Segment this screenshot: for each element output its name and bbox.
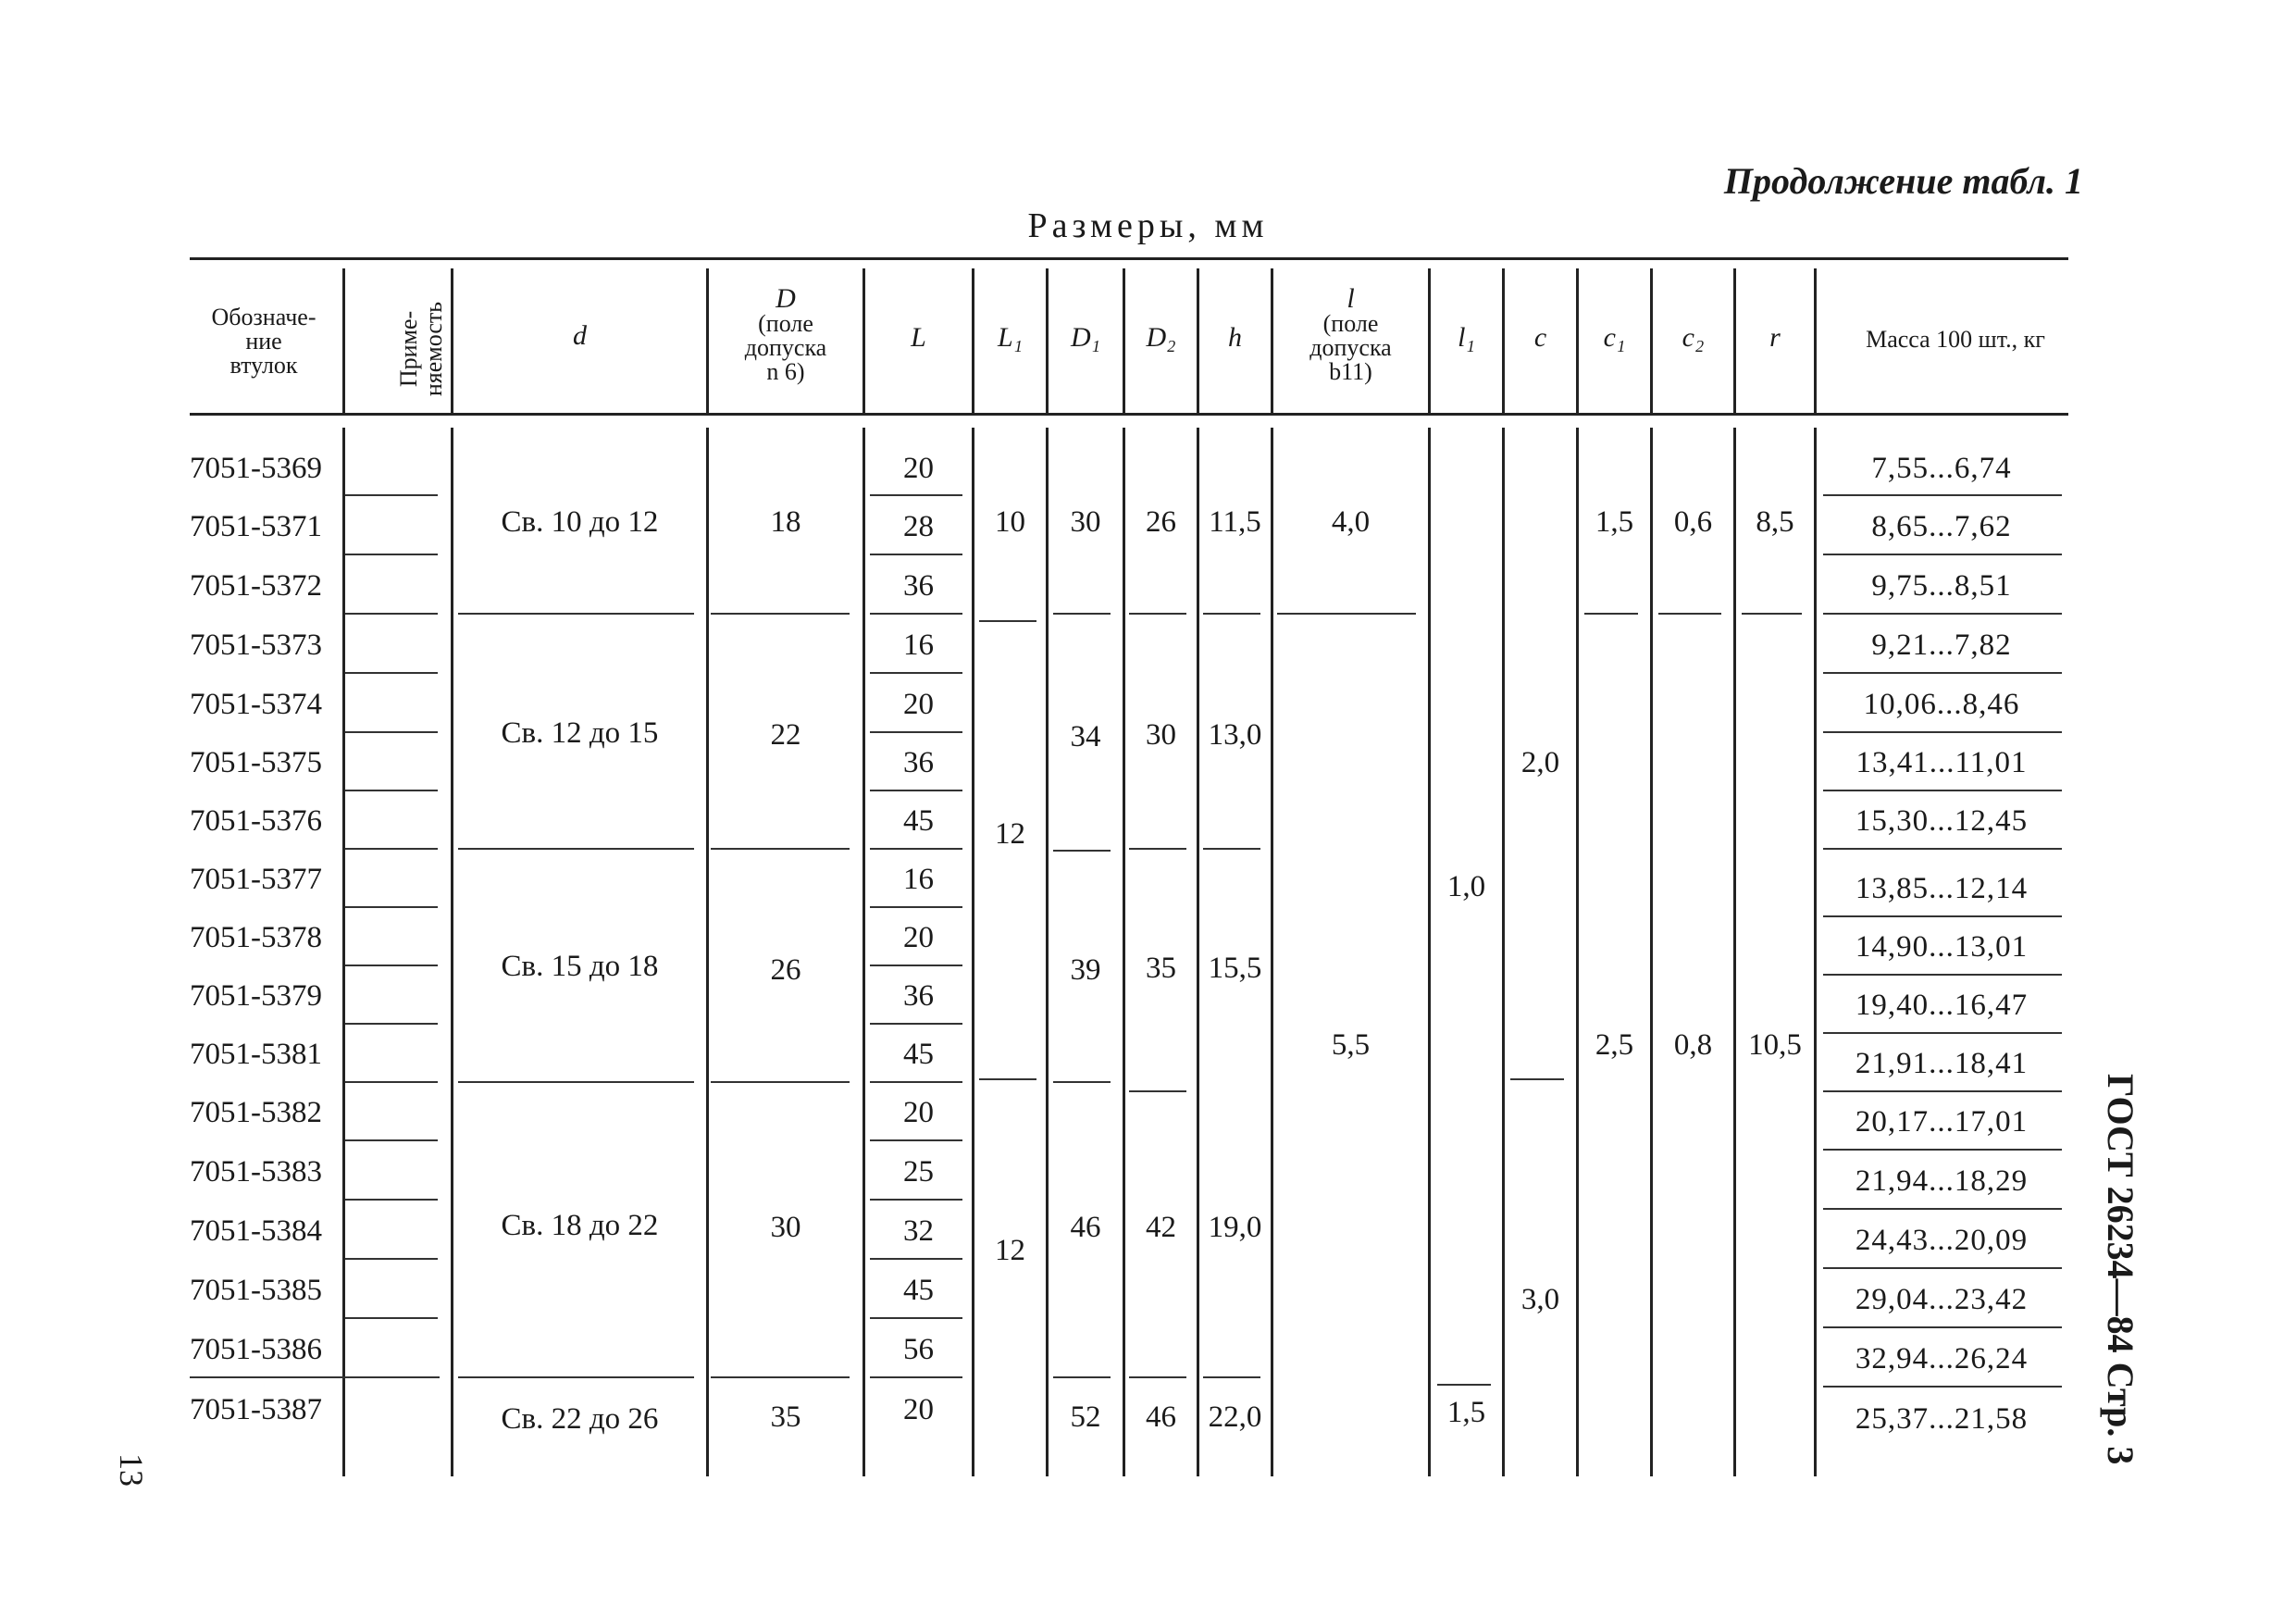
mass-underline <box>1823 1386 2062 1388</box>
standard-side-label: ГОСТ 26234—84 Стр. 3 <box>2100 1074 2141 1465</box>
group-d: Св. 12 до 15 <box>501 716 659 750</box>
mass-underline <box>1823 1149 2062 1151</box>
l-rule <box>1277 613 1416 615</box>
group-h: 22,0 <box>1208 1400 1262 1434</box>
header-mass: Масса 100 шт., кг <box>1866 326 2045 353</box>
body-divider <box>1576 428 1579 1476</box>
group-d: Св. 22 до 26 <box>501 1402 659 1436</box>
span-L1: 12 <box>995 1234 1025 1267</box>
header-l1: l₁ <box>1458 322 1475 353</box>
row-L: 28 <box>903 510 934 543</box>
c-rule <box>1510 1078 1564 1080</box>
span-c1: 2,5 <box>1595 1028 1634 1062</box>
mass-underline <box>1823 1208 2062 1210</box>
row-code: 7051-5377 <box>190 863 322 896</box>
L-underline <box>870 1376 962 1378</box>
L-underline <box>870 1023 962 1025</box>
applicability-blank <box>345 1199 438 1201</box>
mass-underline <box>1823 974 2062 976</box>
mass-underline <box>1823 915 2062 917</box>
row-L: 16 <box>903 629 934 662</box>
row-mass: 9,21...7,82 <box>1871 629 2012 662</box>
group-c1: 1,5 <box>1595 505 1634 539</box>
mass-underline <box>1823 554 2062 555</box>
row-code: 7051-5383 <box>190 1155 322 1189</box>
header-l: l (поле допуска b11) <box>1309 283 1392 385</box>
h-rule <box>1203 613 1260 615</box>
row-mass: 29,04...23,42 <box>1855 1283 2029 1316</box>
mass-underline <box>1823 672 2062 674</box>
D2-rule <box>1129 1376 1186 1378</box>
header-r: r <box>1769 322 1781 353</box>
D2-rule <box>1129 848 1186 850</box>
row-mass: 21,94...18,29 <box>1855 1164 2029 1198</box>
group-D2: 30 <box>1146 718 1176 752</box>
d-group-rule <box>458 613 694 615</box>
h-rule <box>1203 848 1260 850</box>
header-D1: D₁ <box>1070 322 1101 353</box>
L-underline <box>870 731 962 733</box>
L-underline <box>870 1081 962 1083</box>
group-D1: 39 <box>1070 953 1101 987</box>
applicability-blank <box>345 1317 438 1319</box>
applicability-blank <box>345 554 438 555</box>
D1-rule <box>1053 1376 1111 1378</box>
header-c: c <box>1533 322 1547 353</box>
r-rule <box>1742 613 1802 615</box>
row-code: 7051-5386 <box>190 1333 322 1366</box>
row-L: 36 <box>903 979 934 1013</box>
mass-underline <box>1823 1326 2062 1328</box>
group-h: 13,0 <box>1208 718 1262 752</box>
row-mass: 13,85...12,14 <box>1855 872 2029 905</box>
header-applicability: Приме- няемость <box>395 301 447 397</box>
L-underline <box>870 1258 962 1260</box>
mass-underline <box>1823 1032 2062 1034</box>
row-code: 7051-5372 <box>190 569 322 603</box>
row-code: 7051-5371 <box>190 510 322 543</box>
group-D: 18 <box>770 505 801 539</box>
row-mass: 8,65...7,62 <box>1871 510 2012 543</box>
table-caption: Размеры, мм <box>1027 206 1269 245</box>
c1-rule <box>1584 613 1638 615</box>
body-divider <box>1046 428 1049 1476</box>
group-D1: 46 <box>1070 1211 1101 1244</box>
L-underline <box>870 1199 962 1201</box>
row-mass: 25,37...21,58 <box>1855 1402 2029 1436</box>
row-L: 20 <box>903 688 934 721</box>
h-rule <box>1203 1376 1260 1378</box>
row-mass: 10,06...8,46 <box>1863 688 2020 721</box>
header-divider <box>342 268 345 413</box>
D-group-rule <box>711 848 850 850</box>
L-underline <box>870 1139 962 1141</box>
c2-rule <box>1658 613 1721 615</box>
row-mass: 7,55...6,74 <box>1871 452 2012 485</box>
header-d: d <box>573 320 587 351</box>
body-divider <box>342 428 345 1476</box>
applicability-blank <box>345 1139 438 1141</box>
applicability-blank <box>345 672 438 674</box>
applicability-blank <box>345 790 438 791</box>
group-D2: 46 <box>1146 1400 1176 1434</box>
row-L: 20 <box>903 921 934 954</box>
mass-underline <box>1823 1267 2062 1269</box>
row-code: 7051-5381 <box>190 1038 322 1071</box>
row-code: 7051-5375 <box>190 746 322 779</box>
row-mass: 15,30...12,45 <box>1855 804 2029 838</box>
body-divider <box>972 428 974 1476</box>
group-D: 35 <box>770 1400 801 1434</box>
header-bottom-rule <box>190 413 2068 416</box>
row-L: 56 <box>903 1333 934 1366</box>
row-L: 32 <box>903 1214 934 1248</box>
header-D: D (поле допуска n 6) <box>744 283 827 385</box>
mass-underline <box>1823 731 2062 733</box>
D2-rule <box>1129 1090 1186 1092</box>
row-mass: 21,91...18,41 <box>1855 1047 2029 1080</box>
d-group-rule <box>458 1376 694 1378</box>
group-L1: 10 <box>995 505 1025 539</box>
body-divider <box>1733 428 1736 1476</box>
applicability-blank <box>345 494 438 496</box>
row-code: 7051-5382 <box>190 1096 322 1129</box>
row-L: 36 <box>903 746 934 779</box>
mass-underline <box>1823 1090 2062 1092</box>
d-group-rule <box>458 848 694 850</box>
group-d: Св. 18 до 22 <box>501 1209 659 1242</box>
L-underline <box>870 554 962 555</box>
body-divider <box>1428 428 1431 1476</box>
row-code: 7051-5374 <box>190 688 322 721</box>
row-code: 7051-5385 <box>190 1274 322 1307</box>
span-r: 10,5 <box>1748 1028 1802 1062</box>
row-L: 36 <box>903 569 934 603</box>
header-c1: c₁ <box>1603 322 1626 353</box>
L-underline <box>870 848 962 850</box>
applicability-blank <box>345 906 438 908</box>
header-D2: D₂ <box>1146 322 1176 353</box>
table-top-rule <box>190 257 2068 260</box>
group-h: 11,5 <box>1209 505 1261 539</box>
row-mass: 20,17...17,01 <box>1855 1105 2029 1139</box>
D-group-rule <box>711 1081 850 1083</box>
row-code: 7051-5378 <box>190 921 322 954</box>
span-l: 5,5 <box>1331 1028 1371 1062</box>
row-mass: 13,41...11,01 <box>1855 746 2028 779</box>
span-l1: 1,5 <box>1446 1396 1486 1429</box>
group-D2: 35 <box>1146 952 1176 985</box>
applicability-blank <box>345 613 438 615</box>
group-r: 8,5 <box>1756 505 1794 539</box>
applicability-blank <box>345 1023 438 1025</box>
page-number: 13 <box>113 1453 150 1487</box>
span-l1: 1,0 <box>1446 870 1486 903</box>
group-D2: 26 <box>1146 505 1176 539</box>
applicability-blank <box>345 1081 438 1083</box>
header-h: h <box>1228 322 1242 353</box>
mass-underline <box>1823 848 2062 850</box>
D-group-rule <box>711 613 850 615</box>
group-h: 15,5 <box>1208 952 1262 985</box>
D1-rule <box>1053 1081 1111 1083</box>
body-divider <box>1271 428 1273 1476</box>
group-D1: 30 <box>1070 505 1101 539</box>
applicability-blank <box>345 965 438 966</box>
L1-rule <box>979 620 1036 622</box>
span-c: 3,0 <box>1520 1283 1560 1316</box>
group-h: 19,0 <box>1208 1211 1262 1244</box>
applicability-blank <box>190 1376 440 1378</box>
D1-rule <box>1053 613 1111 615</box>
L-underline <box>870 672 962 674</box>
row-code: 7051-5384 <box>190 1214 322 1248</box>
row-L: 45 <box>903 1038 934 1071</box>
group-l: 4,0 <box>1331 505 1371 539</box>
group-D: 22 <box>770 718 801 752</box>
body-divider <box>1502 428 1505 1476</box>
group-D2: 42 <box>1146 1211 1176 1244</box>
row-L: 25 <box>903 1155 934 1189</box>
D-group-rule <box>711 1376 850 1378</box>
group-D: 30 <box>770 1211 801 1244</box>
span-L1: 12 <box>995 817 1025 851</box>
row-L: 45 <box>903 1274 934 1307</box>
row-code: 7051-5387 <box>190 1393 322 1426</box>
span-c2: 0,8 <box>1673 1028 1713 1062</box>
row-mass: 32,94...26,24 <box>1855 1342 2029 1375</box>
span-c: 2,0 <box>1520 746 1560 779</box>
row-L: 45 <box>903 804 934 838</box>
l1-rule <box>1437 1384 1491 1386</box>
applicability-blank <box>345 848 438 850</box>
mass-underline <box>1823 494 2062 496</box>
row-L: 16 <box>903 863 934 896</box>
mass-underline <box>1823 613 2062 615</box>
continuation-title: Продолжение табл. 1 <box>1723 160 2083 202</box>
header-designation: Обозначе- ние втулок <box>211 304 316 379</box>
group-d: Св. 15 до 18 <box>501 950 659 983</box>
D2-rule <box>1129 613 1186 615</box>
body-divider <box>706 428 709 1476</box>
body-divider <box>1650 428 1653 1476</box>
D1-rule <box>1053 850 1111 852</box>
row-code: 7051-5369 <box>190 452 322 485</box>
row-L: 20 <box>903 452 934 485</box>
L-underline <box>870 1317 962 1319</box>
row-mass: 24,43...20,09 <box>1855 1224 2029 1257</box>
group-D: 26 <box>770 953 801 987</box>
header-c2: c₂ <box>1682 322 1705 353</box>
header-L1: L₁ <box>997 322 1024 353</box>
L-underline <box>870 965 962 966</box>
body-divider <box>1814 428 1817 1476</box>
row-code: 7051-5373 <box>190 629 322 662</box>
row-L: 20 <box>903 1096 934 1129</box>
row-mass: 19,40...16,47 <box>1855 989 2029 1022</box>
row-code: 7051-5379 <box>190 979 322 1013</box>
group-c2: 0,6 <box>1673 505 1713 539</box>
L-underline <box>870 613 962 615</box>
L-underline <box>870 790 962 791</box>
mass-underline <box>1823 790 2062 791</box>
applicability-blank <box>345 731 438 733</box>
row-mass: 14,90...13,01 <box>1855 930 2029 964</box>
L-underline <box>870 906 962 908</box>
L-underline <box>870 494 962 496</box>
row-L: 20 <box>903 1393 934 1426</box>
row-code: 7051-5376 <box>190 804 322 838</box>
group-d: Св. 10 до 12 <box>501 505 659 539</box>
L1-rule <box>979 1078 1036 1080</box>
group-D1: 34 <box>1070 720 1101 753</box>
applicability-blank <box>345 1258 438 1260</box>
header-L: L <box>911 322 926 353</box>
group-D1: 52 <box>1070 1400 1101 1434</box>
row-mass: 9,75...8,51 <box>1871 569 2012 603</box>
d-group-rule <box>458 1081 694 1083</box>
